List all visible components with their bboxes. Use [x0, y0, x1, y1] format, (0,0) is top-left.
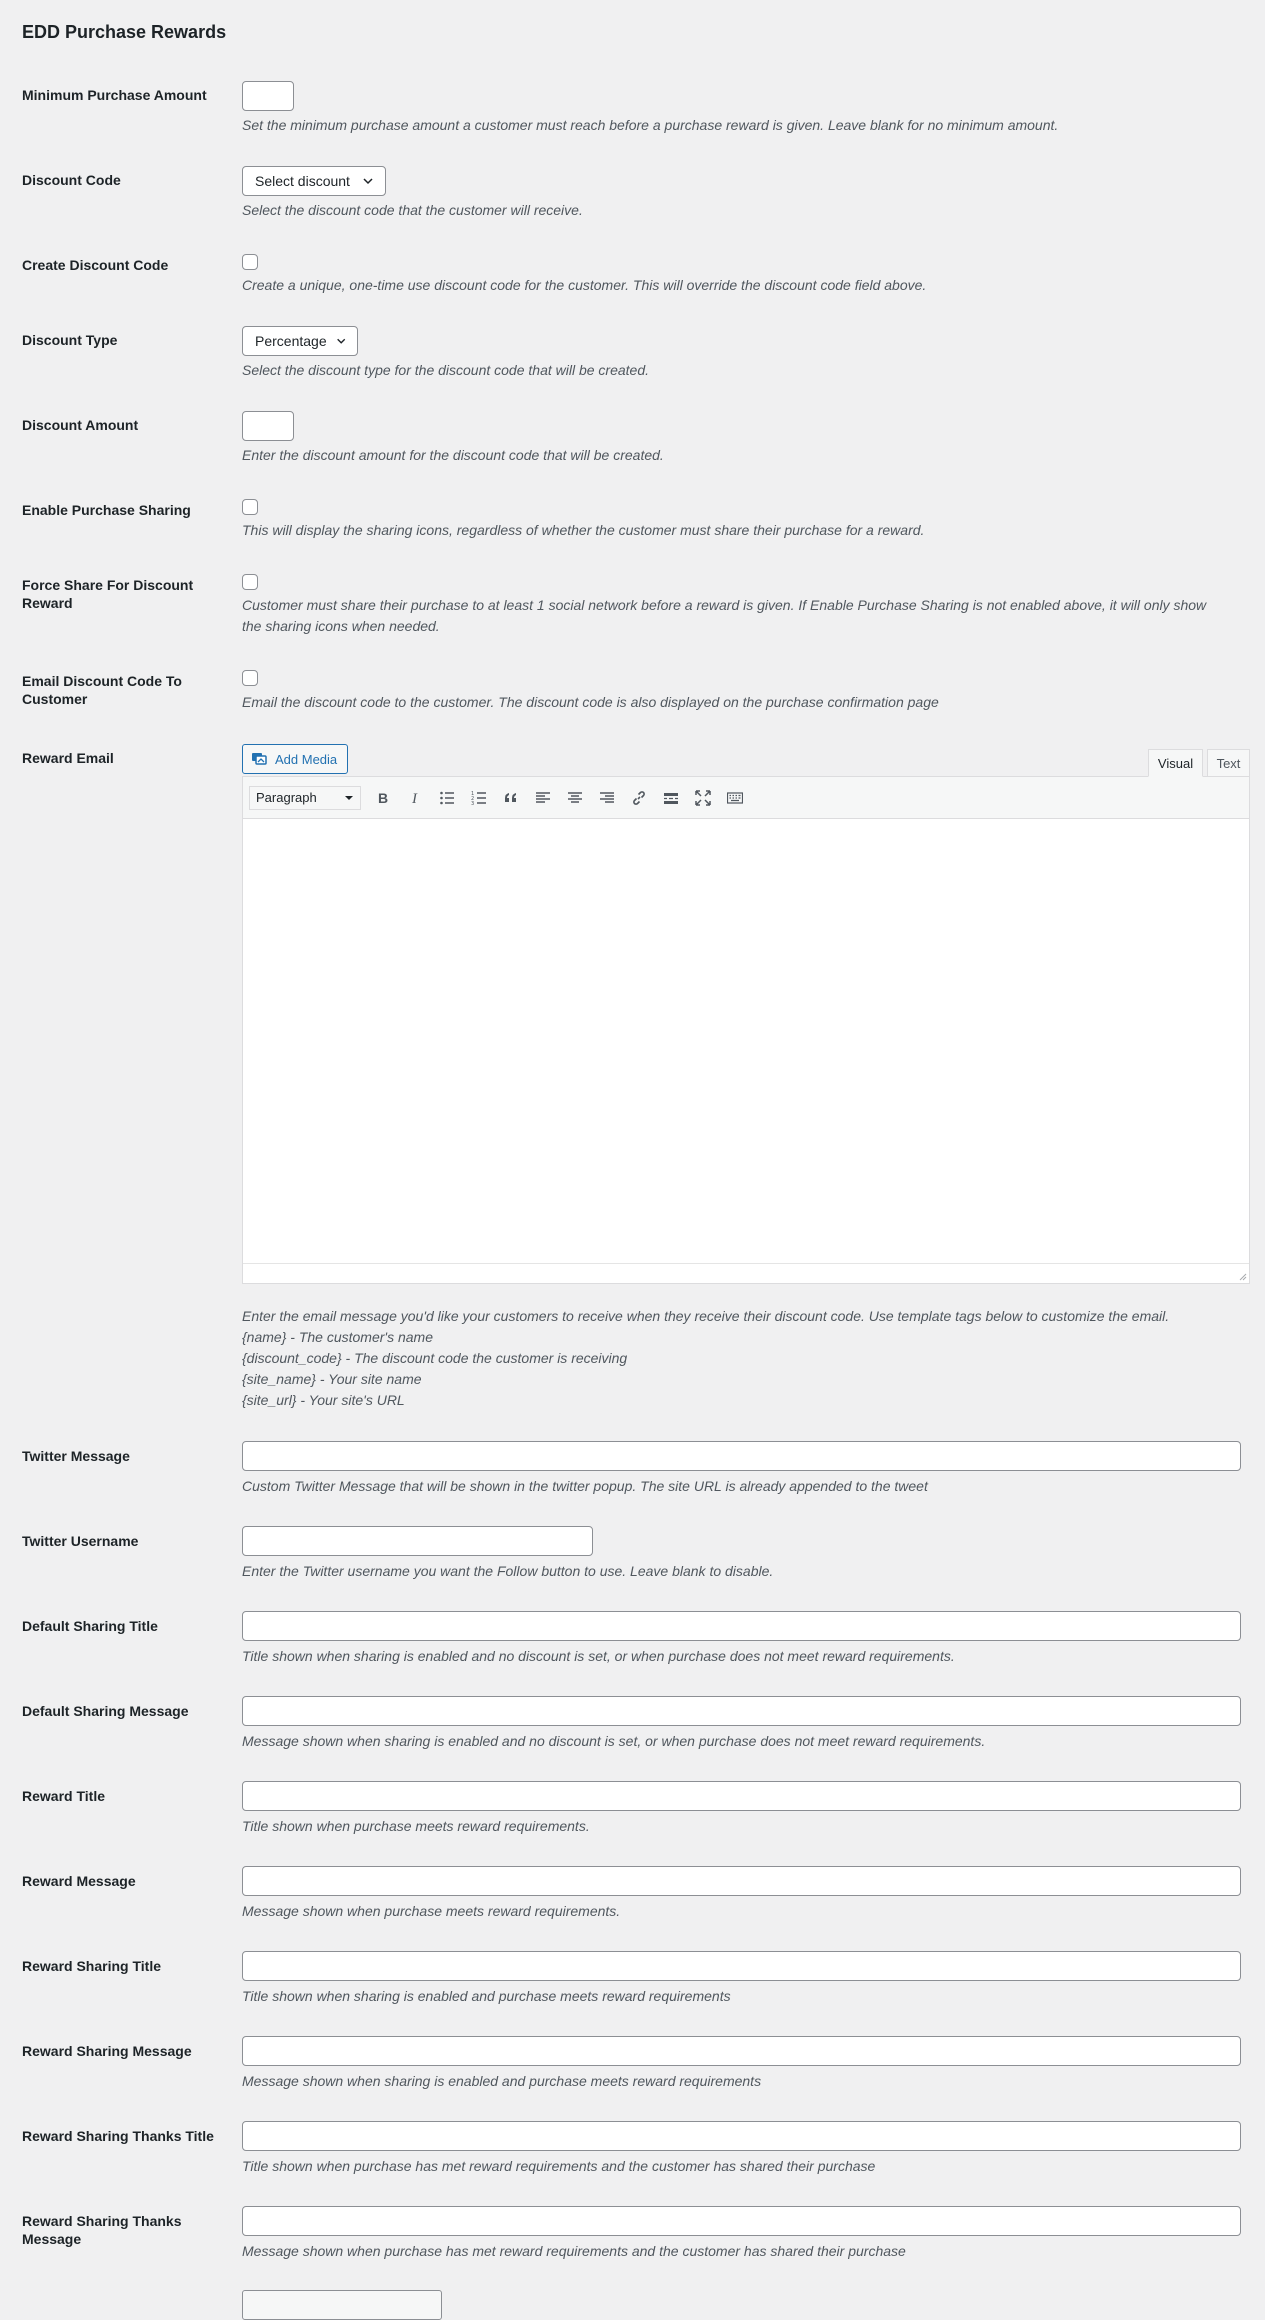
- italic-icon: [407, 790, 423, 806]
- discount-code-selected: Select discount: [255, 173, 350, 189]
- svg-text:3: 3: [471, 800, 475, 806]
- template-tag-discount-code: {discount_code} - The discount code the customer is receiving: [242, 1350, 628, 1366]
- discount-amount-input[interactable]: [242, 411, 294, 441]
- default-sharing-title-label: Default Sharing Title: [22, 1618, 158, 1634]
- reward-sharing-message-desc: Message shown when sharing is enabled and purchase meets reward requirements: [242, 2073, 762, 2089]
- twitter-username-label: Twitter Username: [22, 1533, 139, 1549]
- discount-type-desc: Select the discount type for the discount code that will be created.: [242, 362, 650, 378]
- default-sharing-message-desc: Message shown when sharing is enabled and no discount is set, or when purchase does not meet reward requirements.: [242, 1733, 986, 1749]
- enable-sharing-desc: This will display the sharing icons, regardless of whether the customer must share their purchase for a reward.: [242, 522, 925, 538]
- force-share-checkbox[interactable]: [242, 574, 258, 590]
- numbered-list-button[interactable]: [463, 784, 495, 812]
- svg-text:B: B: [378, 789, 389, 806]
- min-purchase-desc: Set the minimum purchase amount a customer must reach before a purchase reward is given. Leave blank for no minimum amount.: [242, 117, 1059, 133]
- chevron-down-icon: [361, 174, 375, 188]
- format-select-value: Paragraph: [256, 790, 317, 805]
- discount-amount-label: Discount Amount: [22, 417, 139, 433]
- svg-text:2: 2: [471, 795, 475, 802]
- add-media-icon: [251, 751, 269, 767]
- align-left-button[interactable]: [527, 784, 559, 812]
- caret-down-icon: [344, 794, 354, 802]
- default-sharing-title-desc: Title shown when sharing is enabled and no discount is set, or when purchase does not meet reward requirements.: [242, 1648, 955, 1664]
- reward-thanks-message-label-line2: Message: [22, 2231, 82, 2247]
- reward-thanks-message-label: [22, 2212, 222, 2248]
- align-center-icon: [567, 790, 583, 806]
- italic-button[interactable]: [399, 784, 431, 812]
- enable-sharing-label: Enable Purchase Sharing: [22, 502, 191, 518]
- toolbar-toggle-button[interactable]: [719, 784, 751, 812]
- create-discount-label: Create Discount Code: [22, 257, 169, 273]
- discount-amount-desc: Enter the discount amount for the discount code that will be created.: [242, 447, 664, 463]
- force-share-label-line1: Force Share For Discount: [22, 577, 194, 593]
- twitter-username-input[interactable]: [242, 1526, 593, 1556]
- discount-type-select[interactable]: [242, 326, 358, 356]
- reward-thanks-message-desc: Message shown when purchase has met reward requirements and the customer has shared their purchase: [242, 2243, 906, 2259]
- reward-message-input[interactable]: [242, 1866, 1241, 1896]
- twitter-message-label: Twitter Message: [22, 1448, 130, 1464]
- chevron-down-icon: [335, 334, 347, 348]
- numbered-list-icon: [471, 790, 487, 806]
- discount-type-selected: Percentage: [255, 333, 327, 349]
- reward-title-input[interactable]: [242, 1781, 1241, 1811]
- reward-message-desc: Message shown when purchase meets reward requirements.: [242, 1903, 621, 1919]
- force-share-desc-line1: Customer must share their purchase to at least 1 social network before a reward is given. If Enable Purchase Sharing is not enabled above, it will only show: [242, 597, 1207, 613]
- default-sharing-title-input[interactable]: [242, 1611, 1241, 1641]
- reward-message-label: Reward Message: [22, 1873, 136, 1889]
- reward-email-editor: [242, 776, 1250, 1284]
- reward-thanks-title-desc: Title shown when purchase has met reward requirements and the customer has shared their purchase: [242, 2158, 876, 2174]
- align-right-button[interactable]: [591, 784, 623, 812]
- email-discount-label-line1: Email Discount Code To: [22, 673, 182, 689]
- bullet-list-button[interactable]: [431, 784, 463, 812]
- force-share-desc: [242, 595, 1206, 637]
- template-tag-name: {name} - The customer's name: [242, 1329, 433, 1345]
- reward-thanks-title-label: Reward Sharing Thanks Title: [22, 2128, 214, 2144]
- resize-handle-icon[interactable]: [1237, 1271, 1247, 1281]
- editor-statusbar: [243, 1263, 1249, 1283]
- force-share-label-line2: Reward: [22, 595, 73, 611]
- reward-email-desc-line: Enter the email message you'd like your customers to receive when they receive their discount code. Use template tags below to customize the email.: [242, 1308, 1170, 1324]
- discount-code-label: Discount Code: [22, 172, 121, 188]
- email-discount-checkbox[interactable]: [242, 670, 258, 686]
- editor-content-area[interactable]: [243, 819, 1249, 1263]
- twitter-username-desc: Enter the Twitter username you want the Follow button to use. Leave blank to disable.: [242, 1563, 774, 1579]
- reward-thanks-message-label-line1: Reward Sharing Thanks: [22, 2213, 182, 2229]
- email-discount-label: [22, 672, 222, 708]
- bold-icon: [375, 790, 391, 806]
- save-changes-button[interactable]: [242, 2290, 442, 2320]
- create-discount-checkbox[interactable]: [242, 254, 258, 270]
- editor-toolbar: [243, 777, 1249, 819]
- format-select[interactable]: [249, 786, 361, 810]
- blockquote-icon: [503, 790, 519, 806]
- reward-sharing-title-desc: Title shown when sharing is enabled and purchase meets reward requirements: [242, 1988, 731, 2004]
- svg-text:1: 1: [471, 790, 475, 797]
- bullet-list-icon: [439, 790, 455, 806]
- email-discount-desc: Email the discount code to the customer. The discount code is also displayed on the purchase confirmation page: [242, 694, 939, 710]
- template-tag-site-name: {site_name} - Your site name: [242, 1371, 422, 1387]
- read-more-icon: [663, 790, 679, 806]
- discount-code-desc: Select the discount code that the customer will receive.: [242, 202, 583, 218]
- default-sharing-message-input[interactable]: [242, 1696, 1241, 1726]
- link-button[interactable]: [623, 784, 655, 812]
- template-tag-site-url: {site_url} - Your site's URL: [242, 1392, 405, 1408]
- min-purchase-label: Minimum Purchase Amount: [22, 87, 207, 103]
- fullscreen-button[interactable]: [687, 784, 719, 812]
- page-title: EDD Purchase Rewards: [22, 22, 227, 42]
- align-left-icon: [535, 790, 551, 806]
- blockquote-button[interactable]: [495, 784, 527, 812]
- default-sharing-message-label: Default Sharing Message: [22, 1703, 189, 1719]
- fullscreen-icon: [695, 790, 711, 806]
- twitter-message-input[interactable]: [242, 1441, 1241, 1471]
- svg-text:I: I: [412, 790, 417, 806]
- min-purchase-input[interactable]: [242, 81, 294, 111]
- keyboard-icon: [727, 790, 743, 806]
- reward-sharing-message-label: Reward Sharing Message: [22, 2043, 192, 2059]
- reward-email-desc: [242, 1306, 1169, 1411]
- read-more-button[interactable]: [655, 784, 687, 812]
- twitter-message-desc: Custom Twitter Message that will be shown in the twitter popup. The site URL is already appended to the tweet: [242, 1478, 928, 1494]
- reward-email-label: Reward Email: [22, 750, 114, 766]
- align-center-button[interactable]: [559, 784, 591, 812]
- bold-button[interactable]: [367, 784, 399, 812]
- reward-thanks-message-input[interactable]: [242, 2206, 1241, 2236]
- reward-title-label: Reward Title: [22, 1788, 105, 1804]
- tab-visual[interactable]: Visual: [1148, 749, 1203, 777]
- add-media-label: Add Media: [275, 751, 338, 767]
- reward-sharing-message-input[interactable]: [242, 2036, 1241, 2066]
- tab-text[interactable]: Text: [1207, 749, 1250, 777]
- align-right-icon: [599, 790, 615, 806]
- email-discount-label-line2: Customer: [22, 691, 88, 707]
- create-discount-desc: Create a unique, one-time use discount code for the customer. This will override the discount code field above.: [242, 277, 927, 293]
- force-share-desc-line2: the sharing icons when needed.: [242, 618, 440, 634]
- reward-sharing-title-input[interactable]: [242, 1951, 1241, 1981]
- discount-type-label: Discount Type: [22, 332, 118, 348]
- force-share-label: [22, 576, 222, 612]
- link-icon: [631, 790, 647, 806]
- enable-sharing-checkbox[interactable]: [242, 499, 258, 515]
- reward-sharing-title-label: Reward Sharing Title: [22, 1958, 161, 1974]
- add-media-button[interactable]: [242, 744, 348, 774]
- reward-thanks-title-input[interactable]: [242, 2121, 1241, 2151]
- discount-code-select[interactable]: [242, 166, 386, 196]
- reward-title-desc: Title shown when purchase meets reward requirements.: [242, 1818, 590, 1834]
